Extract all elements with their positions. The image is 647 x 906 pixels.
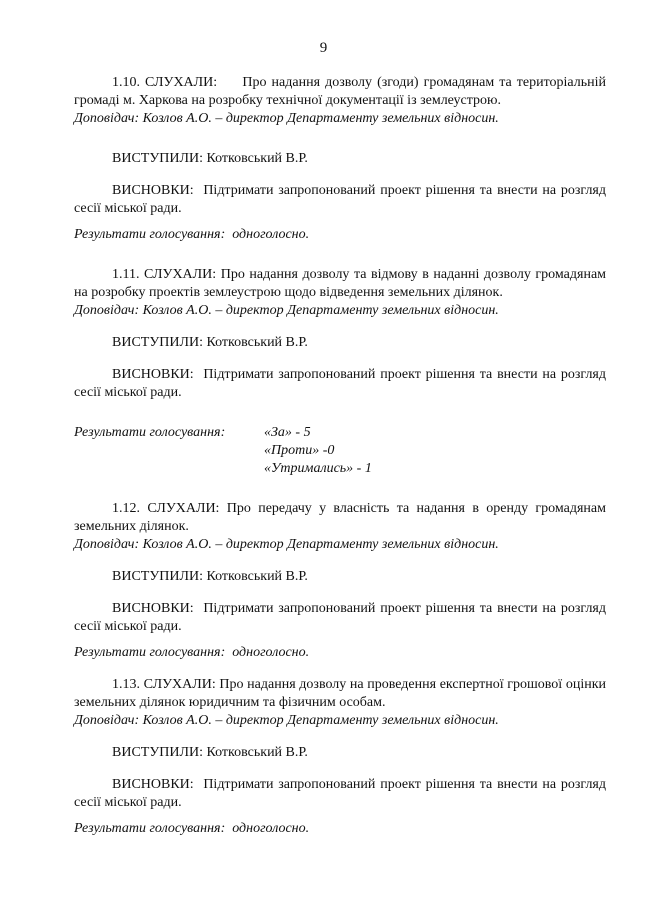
- spoke-line: [74, 334, 606, 352]
- vote-text: одноголосно.: [232, 645, 310, 660]
- spoke-text: Котковський В.Р.: [206, 335, 308, 350]
- vote-result-line: [74, 644, 606, 662]
- spoke-text: Котковський В.Р.: [206, 569, 308, 584]
- agenda-item-1-13: [74, 676, 606, 838]
- vote-result-line: [74, 226, 606, 244]
- conclusions-text: Підтримати запропонований проект рішення та внести на розгляд сесії міської ради.: [74, 183, 606, 216]
- vote-results-table: [74, 424, 606, 478]
- conclusions-label: ВИСНОВКИ:: [112, 183, 194, 198]
- spoke-line: [74, 568, 606, 586]
- speaker-line: Доповідач: Козлов А.О. – директор Департаменту земельних відносин.: [74, 111, 499, 126]
- conclusions-paragraph: [74, 182, 606, 218]
- heard-paragraph: [74, 74, 606, 110]
- vote-label: Результати голосування:: [74, 227, 226, 242]
- agenda-item-1-10: [74, 74, 606, 244]
- vote-label: Результати голосування:: [74, 821, 226, 836]
- heard-text: Про передачу у власність та надання в оренду громадянам земельних ділянок.: [74, 501, 606, 534]
- heard-text: Про надання дозволу та відмову в наданні дозволу громадянам на розробку проектів землеустрою щодо відведення земельних ділянок.: [74, 267, 607, 300]
- vote-abstained: «Утримались» - 1: [264, 461, 372, 476]
- agenda-item-1-12: [74, 500, 606, 662]
- speaker-line: Доповідач: Козлов А.О. – директор Департаменту земельних відносин.: [74, 713, 499, 728]
- agenda-item-1-11: [74, 266, 606, 478]
- conclusions-label: ВИСНОВКИ:: [112, 367, 194, 382]
- heard-label: 1.10. СЛУХАЛИ:: [112, 75, 218, 90]
- spoke-label: ВИСТУПИЛИ:: [112, 151, 203, 166]
- spoke-label: ВИСТУПИЛИ:: [112, 335, 203, 350]
- spoke-text: Котковський В.Р.: [206, 151, 308, 166]
- conclusions-text: Підтримати запропонований проект рішення та внести на розгляд сесії міської ради.: [74, 601, 606, 634]
- heard-paragraph: [74, 500, 606, 536]
- conclusions-paragraph: [74, 366, 606, 402]
- heard-label: 1.12. СЛУХАЛИ:: [112, 501, 220, 516]
- spoke-label: ВИСТУПИЛИ:: [112, 745, 203, 760]
- spoke-line: [74, 744, 606, 762]
- vote-text: одноголосно.: [232, 227, 310, 242]
- conclusions-paragraph: [74, 776, 606, 812]
- heard-text: Про надання дозволу на проведення експертної грошової оцінки земельних ділянок юридичним та фізичним особам.: [74, 677, 607, 710]
- vote-label: Результати голосування:: [74, 425, 226, 440]
- spoke-line: [74, 150, 606, 168]
- conclusions-text: Підтримати запропонований проект рішення та внести на розгляд сесії міської ради.: [74, 777, 606, 810]
- speaker-line: Доповідач: Козлов А.О. – директор Департаменту земельних відносин.: [74, 303, 499, 318]
- vote-text: одноголосно.: [232, 821, 310, 836]
- vote-label: Результати голосування:: [74, 645, 226, 660]
- heard-paragraph: [74, 676, 606, 712]
- speaker-line: Доповідач: Козлов А.О. – директор Департаменту земельних відносин.: [74, 537, 499, 552]
- spoke-text: Котковський В.Р.: [206, 745, 308, 760]
- vote-values: [264, 424, 372, 478]
- vote-result-line: [74, 820, 606, 838]
- heard-label: 1.13. СЛУХАЛИ:: [112, 677, 216, 692]
- heard-label: 1.11. СЛУХАЛИ:: [112, 267, 217, 282]
- vote-against: «Проти» -0: [264, 443, 335, 458]
- conclusions-paragraph: [74, 600, 606, 636]
- heard-text: Про надання дозволу (згоди) громадянам та територіальній громаді м. Харкова на розробку технічної документації із землеустрою.: [74, 75, 607, 108]
- vote-for: «За» - 5: [264, 425, 311, 440]
- page-number: 9: [319, 40, 328, 56]
- conclusions-label: ВИСНОВКИ:: [112, 777, 194, 792]
- conclusions-label: ВИСНОВКИ:: [112, 601, 194, 616]
- document-content: [74, 74, 606, 838]
- heard-paragraph: [74, 266, 606, 302]
- conclusions-text: Підтримати запропонований проект рішення та внести на розгляд сесії міської ради.: [74, 367, 606, 400]
- spoke-label: ВИСТУПИЛИ:: [112, 569, 203, 584]
